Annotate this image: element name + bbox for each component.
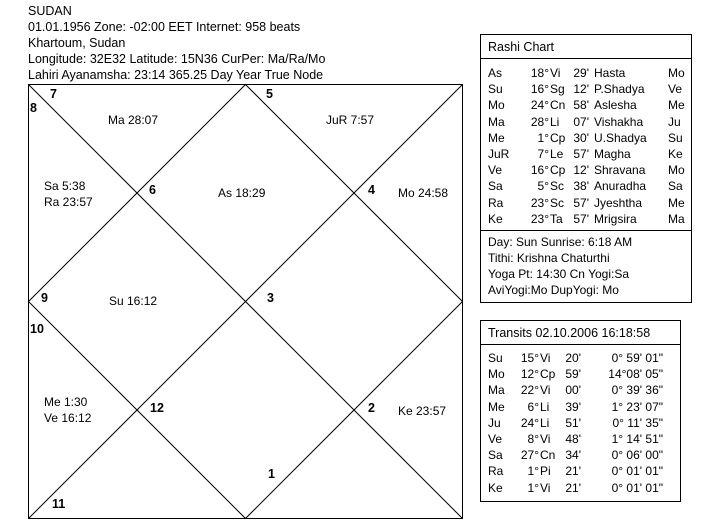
rashi-row	[481, 179, 691, 194]
house-number-5: 5	[266, 87, 273, 101]
rashi-deg: 23°	[530, 211, 549, 226]
house-number-2: 2	[368, 401, 375, 415]
transit-min: 39'	[565, 399, 581, 414]
transit-planet: Su	[488, 351, 503, 365]
rashi-lord: Su	[668, 130, 683, 145]
placement-ve: Ve 16:12	[44, 411, 92, 425]
transit-sign: Vi	[540, 383, 551, 398]
avi-dup-yogi: AviYogi:Mo DupYogi: Mo	[488, 283, 619, 297]
transit-speed: 0° 06' 00"	[611, 448, 663, 463]
placement-sa: Sa 5:38	[44, 179, 86, 193]
rashi-row	[481, 196, 691, 211]
rashi-row	[481, 163, 691, 178]
rashi-planet: Su	[488, 82, 503, 97]
rashi-lord: Ma	[668, 211, 685, 226]
rashi-row	[481, 66, 691, 81]
tithi: Tithi: Krishna Chaturthi	[488, 251, 610, 265]
house-number-7: 7	[50, 87, 57, 101]
transit-sign: Li	[540, 415, 550, 430]
transit-planet: Ra	[488, 464, 504, 479]
transit-planet: Ju	[488, 415, 501, 430]
transit-deg: 1°	[527, 464, 539, 479]
birth-place: Khartoum, Sudan	[28, 36, 126, 50]
transit-deg: 22°	[520, 383, 539, 398]
ayanamsha-info: Lahiri Ayanamsha: 23:14 365.25 Day Year True Node	[28, 68, 324, 82]
rashi-nak: U.Shadya	[594, 130, 647, 145]
rashi-lord: Ju	[668, 114, 681, 129]
rashi-row	[481, 212, 691, 227]
rashi-planet: Ma	[488, 114, 505, 129]
transit-planet: Ke	[488, 480, 503, 495]
transit-speed: 0° 11' 35"	[612, 415, 663, 430]
transit-sign: Pi	[540, 464, 551, 479]
rashi-panel-title: Rashi Chart	[481, 35, 691, 59]
transit-min: 00'	[565, 383, 581, 398]
transit-sign: Vi	[540, 432, 551, 446]
rashi-deg: 16°	[530, 82, 549, 97]
rashi-deg: 5°	[537, 179, 549, 194]
rashi-planet: JuR	[488, 147, 510, 161]
rashi-min: 38'	[573, 179, 589, 194]
transit-row	[481, 416, 680, 431]
placement-me: Me 1:30	[44, 395, 88, 409]
rashi-lord: Ve	[668, 82, 683, 97]
rashi-planet: Sa	[488, 179, 503, 194]
rashi-min: 58'	[573, 98, 589, 113]
rashi-planet: Ke	[488, 211, 503, 226]
rashi-min: 57'	[573, 211, 589, 226]
rashi-deg: 16°	[530, 163, 549, 178]
rashi-deg: 1°	[537, 130, 549, 145]
transit-sign: Vi	[540, 351, 551, 365]
rashi-row	[481, 131, 691, 146]
rashi-min: 07'	[573, 114, 589, 129]
house-number-4: 4	[368, 183, 375, 197]
transit-min: 59'	[565, 367, 581, 382]
transit-deg: 6°	[527, 399, 539, 414]
transit-speed: 1° 14' 51"	[611, 432, 663, 446]
rashi-nak: P.Shadya	[594, 82, 645, 97]
transit-planet: Me	[488, 399, 505, 414]
rashi-nak: Anuradha	[594, 179, 647, 194]
rashi-row	[481, 82, 691, 97]
rashi-sign: Sc	[550, 195, 565, 210]
rashi-lord: Mo	[668, 163, 685, 178]
rashi-deg: 18°	[530, 66, 549, 80]
transit-deg: 24°	[520, 415, 539, 430]
rashi-planet: Ve	[488, 163, 503, 178]
placement-ju: JuR 7:57	[326, 113, 375, 127]
transit-planet: Sa	[488, 448, 503, 463]
rashi-sign: Cp	[550, 163, 566, 178]
transit-speed: 0° 01' 01"	[611, 480, 663, 495]
transit-min: 21'	[565, 480, 581, 495]
transit-min: 48'	[565, 432, 581, 446]
transit-speed: 14°08' 05"	[608, 367, 663, 382]
rashi-nak: Shravana	[594, 163, 646, 178]
rashi-min: 57'	[573, 195, 589, 210]
rashi-min: 12'	[573, 82, 589, 97]
rashi-nak: Vishakha	[594, 114, 644, 129]
house-number-6: 6	[149, 183, 156, 197]
transit-speed: 0° 59' 01"	[611, 351, 663, 365]
house-number-9: 9	[41, 291, 48, 305]
rashi-nak: Magha	[594, 147, 631, 161]
rashi-min: 29'	[573, 66, 589, 80]
rashi-nak: Jyeshtha	[594, 195, 643, 210]
transit-row	[481, 351, 680, 366]
rashi-nak: Hasta	[594, 66, 626, 80]
transit-planet: Ma	[488, 383, 505, 398]
rashi-sign: Le	[550, 147, 564, 161]
transit-deg: 12°	[520, 367, 539, 382]
transit-speed: 0° 39' 36"	[611, 383, 663, 398]
transit-row	[481, 481, 680, 496]
transit-planet: Mo	[488, 367, 505, 382]
rashi-min: 30'	[573, 130, 589, 145]
transit-deg: 8°	[527, 432, 539, 446]
rashi-sign: Cp	[550, 130, 566, 145]
rashi-lord: Ke	[668, 147, 683, 161]
rashi-planet: Ra	[488, 195, 504, 210]
transits-panel-title: Transits 02.10.2006 16:18:58	[481, 321, 680, 345]
house-number-8: 8	[30, 101, 37, 115]
day-sunrise: Day: Sun Sunrise: 6:18 AM	[488, 235, 633, 249]
house-number-12: 12	[150, 401, 164, 415]
rashi-sign: Li	[550, 114, 560, 129]
transit-sign: Vi	[540, 480, 551, 495]
rashi-row	[481, 147, 691, 162]
rashi-sign: Vi	[550, 66, 561, 80]
placement-ma: Ma 28:07	[108, 113, 159, 127]
transit-deg: 1°	[527, 480, 539, 495]
rashi-nak: Aslesha	[594, 98, 637, 113]
house-number-3: 3	[267, 291, 274, 305]
transit-min: 20'	[565, 351, 581, 365]
rashi-sign: Cn	[550, 98, 566, 113]
rashi-min: 57'	[573, 147, 589, 161]
rashi-sign: Sc	[550, 179, 565, 194]
rashi-sign: Sg	[550, 82, 565, 97]
yoga-point: Yoga Pt: 14:30 Cn Yogi:Sa	[488, 267, 630, 281]
placement-ra: Ra 23:57	[44, 195, 93, 209]
house-number-1: 1	[268, 467, 275, 481]
rashi-deg: 28°	[530, 114, 549, 129]
rashi-row	[481, 98, 691, 113]
transit-sign: Li	[540, 399, 550, 414]
house-number-11: 11	[52, 497, 66, 511]
transit-min: 34'	[565, 448, 581, 463]
transit-row	[481, 464, 680, 479]
rashi-row	[481, 115, 691, 130]
rashi-deg: 24°	[530, 98, 549, 113]
placement-su: Su 16:12	[109, 294, 158, 308]
transit-row	[481, 383, 680, 398]
rashi-lord: Sa	[668, 179, 683, 194]
house-number-10: 10	[30, 322, 44, 336]
rashi-separator	[481, 230, 691, 231]
transit-min: 21'	[565, 464, 581, 479]
rashi-nak: Mrigsira	[594, 211, 637, 226]
rashi-planet: Mo	[488, 98, 505, 113]
rashi-sign: Ta	[550, 211, 563, 226]
chart-name: SUDAN	[28, 4, 72, 18]
transit-min: 51'	[565, 415, 581, 430]
transit-row	[481, 432, 680, 447]
rashi-planet: As	[488, 66, 503, 80]
rashi-chart-panel	[480, 34, 692, 303]
transit-speed: 1° 23' 07"	[611, 399, 663, 414]
transit-planet: Ve	[488, 432, 503, 446]
rashi-lord: Me	[668, 195, 685, 210]
transit-row	[481, 400, 680, 415]
birth-details: 01.01.1956 Zone: -02:00 EET Internet: 958 beats	[28, 20, 301, 34]
rashi-deg: 23°	[530, 195, 549, 210]
transit-deg: 15°	[520, 351, 539, 365]
placement-ke: Ke 23:57	[398, 404, 447, 418]
rashi-lord: Me	[668, 98, 685, 113]
transit-sign: Cn	[540, 448, 556, 463]
transit-speed: 0° 01' 01"	[611, 464, 663, 479]
placement-mo: Mo 24:58	[398, 186, 449, 200]
rashi-planet: Me	[488, 130, 505, 145]
placement-as: As 18:29	[218, 186, 266, 200]
coordinates: Longitude: 32E32 Latitude: 15N36 CurPer: Ma/Ra/Mo	[28, 52, 326, 66]
rashi-deg: 7°	[537, 147, 549, 161]
transit-deg: 27°	[520, 448, 539, 463]
rashi-min: 12'	[573, 163, 589, 178]
transit-row	[481, 367, 680, 382]
transit-sign: Cp	[540, 367, 556, 382]
rashi-lord: Mo	[668, 66, 685, 80]
transit-row	[481, 448, 680, 463]
transits-panel	[480, 320, 681, 502]
